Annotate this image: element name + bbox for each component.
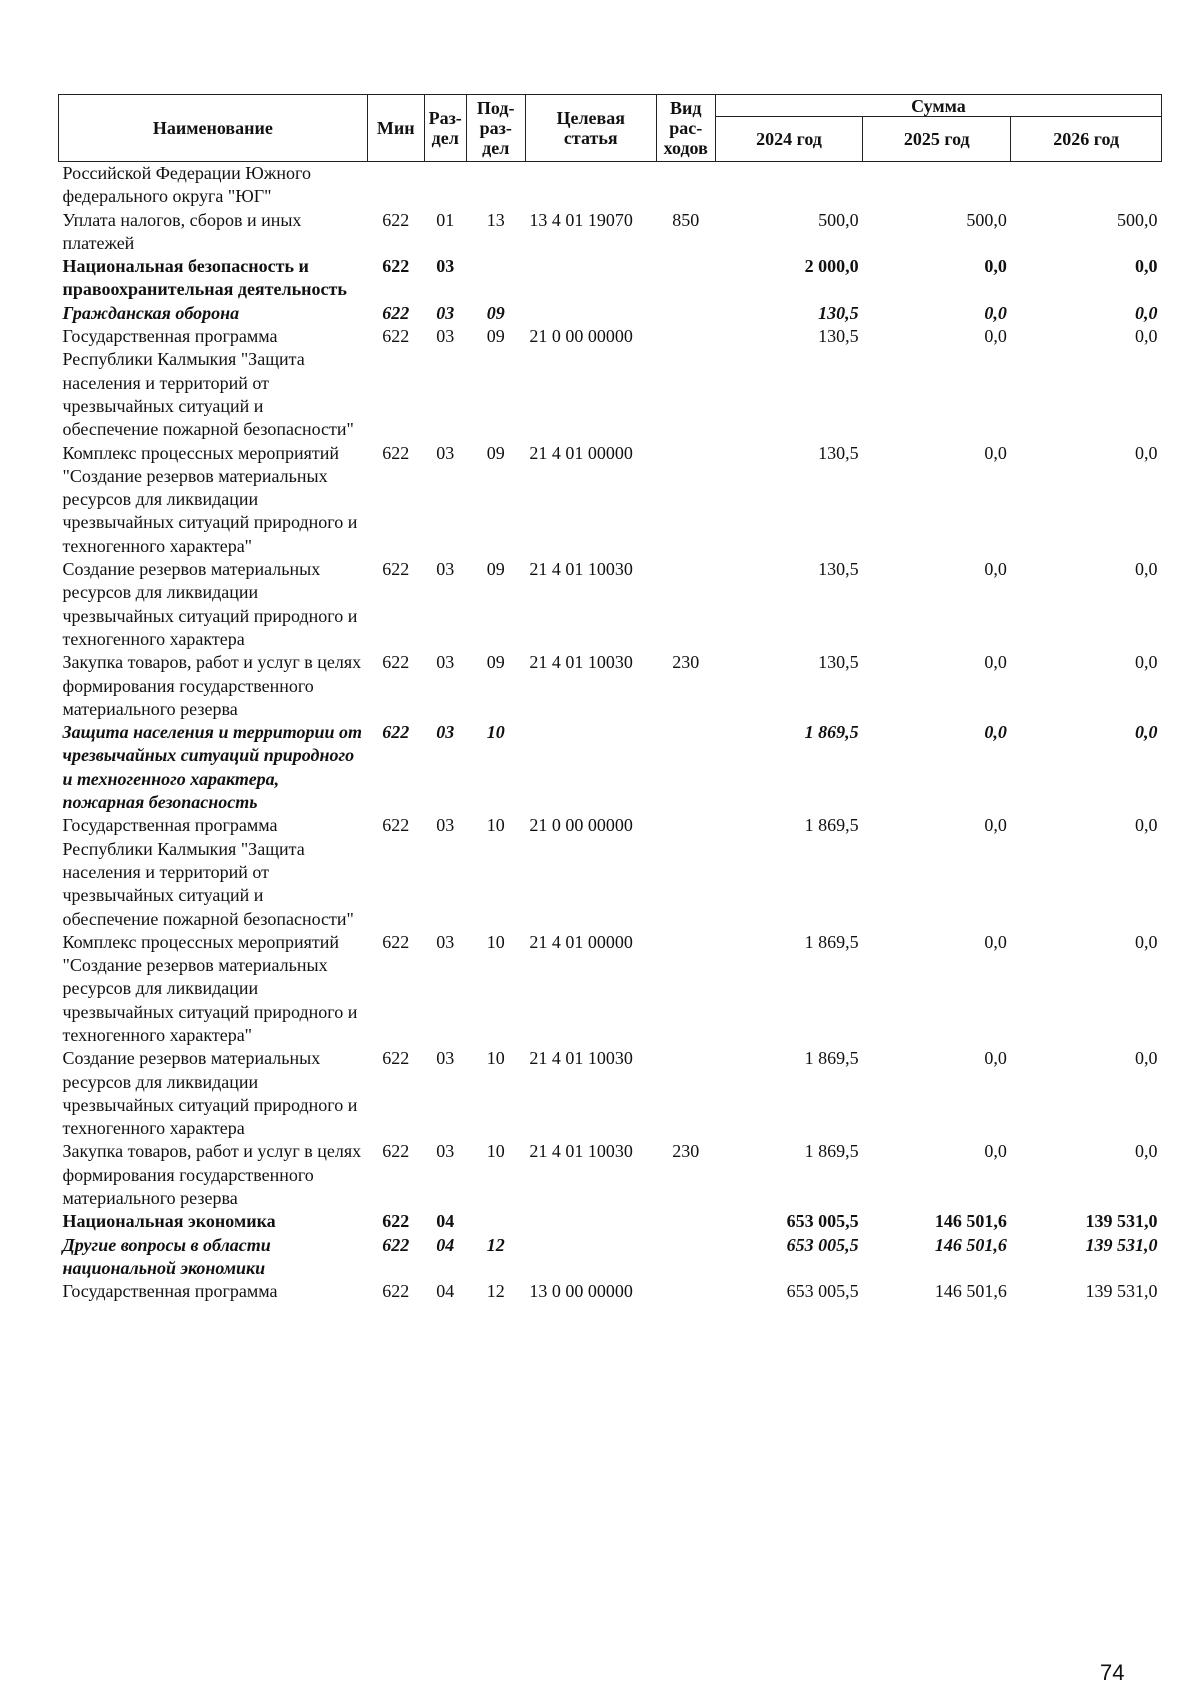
row-min: 622: [382, 209, 410, 230]
row-2026: [1011, 162, 1162, 209]
row-vr: [656, 721, 715, 814]
row-min: 622: [382, 1211, 410, 1232]
row-vr: 850: [672, 209, 700, 230]
table-row: [59, 1047, 1162, 1140]
table-row: [59, 302, 1162, 325]
table-row: [59, 651, 1162, 721]
row-rz: 03: [436, 931, 455, 952]
table-row: [59, 442, 1162, 558]
row-2024: 653 005,5: [786, 1234, 859, 1255]
row-min: 622: [382, 326, 410, 347]
row-name: Уплата налогов, сборов и иных платежей: [62, 209, 302, 253]
header-razdel: Раз-дел: [424, 95, 466, 162]
row-cs: [525, 302, 656, 325]
table-row: [59, 931, 1162, 1047]
row-2024: 130,5: [818, 302, 859, 323]
row-2025: 0,0: [984, 302, 1007, 323]
row-rz: 03: [436, 722, 455, 743]
row-min: 622: [382, 652, 410, 673]
row-2024: 130,5: [818, 652, 859, 673]
row-min: 622: [382, 1281, 410, 1302]
row-rz: 03: [436, 302, 455, 323]
row-name: Гражданская оборона: [62, 302, 240, 323]
row-2026: 0,0: [1135, 1141, 1158, 1162]
row-2024: 653 005,5: [786, 1211, 859, 1232]
row-name: Другие вопросы в области национальной экономики: [62, 1234, 271, 1278]
row-rz: 03: [436, 442, 455, 463]
row-rz: [424, 162, 466, 209]
row-name: Защита населения и территории от чрезвычайных ситуаций природного и техногенного характера, пожарная безопасность: [62, 722, 363, 813]
header-2024: 2024 год: [715, 117, 862, 162]
row-2025: 146 501,6: [934, 1234, 1007, 1255]
row-rz: 04: [436, 1281, 455, 1302]
row-2026: 0,0: [1135, 815, 1158, 836]
row-min: 622: [382, 559, 410, 580]
row-vr: [656, 814, 715, 930]
row-cs: 13 0 00 00000: [529, 1281, 633, 1302]
row-vr: [656, 302, 715, 325]
header-2026: 2026 год: [1011, 117, 1162, 162]
row-name: Государственная программа: [62, 1281, 278, 1302]
row-vr: [656, 255, 715, 302]
row-pr: 10: [486, 931, 505, 952]
row-name: Национальная экономика: [62, 1211, 276, 1232]
row-cs: [525, 721, 656, 814]
row-2024: 2 000,0: [804, 256, 859, 277]
row-rz: 03: [436, 326, 455, 347]
row-rz: 03: [436, 1048, 455, 1069]
row-2025: 0,0: [984, 1048, 1007, 1069]
row-pr: 09: [486, 442, 505, 463]
row-cs: 21 0 00 00000: [529, 326, 633, 347]
row-pr: 12: [486, 1234, 505, 1255]
row-vr: 230: [672, 652, 700, 673]
row-2025: 0,0: [984, 722, 1007, 743]
row-2024: 1 869,5: [804, 931, 859, 952]
header-min: Мин: [367, 95, 424, 162]
table-row: [59, 814, 1162, 930]
row-cs: 21 4 01 10030: [529, 1048, 633, 1069]
row-cs: [525, 1210, 656, 1233]
row-vr: [656, 1210, 715, 1233]
row-2026: 139 531,0: [1085, 1211, 1158, 1232]
row-2026: 139 531,0: [1085, 1281, 1158, 1302]
row-pr: 09: [486, 559, 505, 580]
row-2024: 653 005,5: [786, 1281, 859, 1302]
header-2025: 2025 год: [863, 117, 1011, 162]
row-pr: [466, 255, 525, 302]
row-name: Комплекс процессных мероприятий "Создание резервов материальных ресурсов для ликвидации чрезвычайных ситуаций природного и техногенного характера": [62, 442, 358, 556]
row-pr: 12: [486, 1281, 505, 1302]
row-cs: [525, 162, 656, 209]
row-2026: 500,0: [1117, 209, 1158, 230]
row-2025: 146 501,6: [934, 1211, 1007, 1232]
row-vr: [656, 442, 715, 558]
row-min: 622: [382, 256, 410, 277]
row-pr: 09: [486, 326, 505, 347]
row-pr: 10: [486, 722, 505, 743]
row-2025: 0,0: [984, 652, 1007, 673]
row-vr: [656, 931, 715, 1047]
row-rz: 04: [436, 1234, 455, 1255]
row-pr: 10: [486, 1048, 505, 1069]
row-cs: [525, 1234, 656, 1281]
table-row: [59, 558, 1162, 651]
row-name: Создание резервов материальных ресурсов для ликвидации чрезвычайных ситуаций природного и техногенного характера: [62, 559, 358, 649]
row-2026: 0,0: [1135, 442, 1158, 463]
row-cs: 21 4 01 00000: [529, 931, 633, 952]
row-2026: 0,0: [1135, 722, 1158, 743]
row-min: 622: [382, 815, 410, 836]
row-pr: 10: [486, 1141, 505, 1162]
row-vr: [656, 325, 715, 441]
row-2024: [715, 162, 862, 209]
row-2026: 0,0: [1135, 256, 1158, 277]
row-vr: [656, 1280, 715, 1303]
row-pr: [466, 162, 525, 209]
row-pr: 10: [486, 815, 505, 836]
row-2024: 130,5: [818, 442, 859, 463]
table-row: [59, 255, 1162, 302]
table-row: [59, 1280, 1162, 1303]
page-number: 74: [1100, 1660, 1125, 1685]
table-body: [59, 162, 1162, 1304]
row-min: 622: [382, 442, 410, 463]
row-pr: 09: [486, 302, 505, 323]
row-cs: 21 4 01 10030: [529, 652, 633, 673]
row-name: Национальная безопасность и правоохранительная деятельность: [62, 256, 347, 300]
row-rz: 03: [436, 815, 455, 836]
row-min: 622: [382, 931, 410, 952]
header-podrazdel: Под-раз-дел: [466, 95, 525, 162]
row-vr: [656, 558, 715, 651]
table-row: [59, 1140, 1162, 1210]
row-2026: 0,0: [1135, 326, 1158, 347]
row-min: 622: [382, 1048, 410, 1069]
row-2026: 0,0: [1135, 1048, 1158, 1069]
row-min: 622: [382, 722, 410, 743]
row-2025: 0,0: [984, 1141, 1007, 1162]
row-2026: 0,0: [1135, 559, 1158, 580]
table-row: [59, 325, 1162, 441]
header-vid: Вид рас-ходов: [656, 95, 715, 162]
row-vr: [656, 1234, 715, 1281]
row-rz: 03: [436, 559, 455, 580]
row-pr: 09: [486, 652, 505, 673]
row-2026: 0,0: [1135, 931, 1158, 952]
header-target: Целевая статья: [525, 95, 656, 162]
row-name: Закупка товаров, работ и услуг в целях формирования государственного материального резерва: [62, 652, 362, 719]
row-rz: 04: [436, 1211, 455, 1232]
row-name: Российской Федерации Южного федерального округа "ЮГ": [62, 163, 311, 207]
row-2024: 130,5: [818, 559, 859, 580]
row-2024: 500,0: [818, 209, 859, 230]
row-rz: 03: [436, 1141, 455, 1162]
row-vr: [656, 162, 715, 209]
row-vr: 230: [672, 1141, 700, 1162]
budget-table: [58, 94, 1162, 1304]
row-min: 622: [382, 1141, 410, 1162]
row-cs: 13 4 01 19070: [529, 209, 633, 230]
row-2026: 0,0: [1135, 652, 1158, 673]
row-name: Закупка товаров, работ и услуг в целях формирования государственного материального резерва: [62, 1141, 362, 1209]
row-2025: 0,0: [984, 559, 1007, 580]
row-2025: 0,0: [984, 256, 1007, 277]
row-cs: 21 0 00 00000: [529, 815, 633, 836]
row-2024: 1 869,5: [804, 1141, 859, 1162]
row-pr: [466, 1210, 525, 1233]
row-min: 622: [382, 302, 410, 323]
row-rz: 03: [436, 652, 455, 673]
row-min: [367, 162, 424, 209]
row-vr: [656, 1047, 715, 1140]
row-2025: 0,0: [984, 326, 1007, 347]
row-2024: 1 869,5: [804, 1048, 859, 1069]
row-rz: 03: [436, 256, 455, 277]
row-name: Государственная программа Республики Калмыкия "Защита населения и территорий от чрезвычайных ситуаций и обеспечение пожарной безопасности": [62, 326, 354, 440]
header-sum: Сумма: [715, 95, 1161, 117]
row-min: 622: [382, 1234, 410, 1255]
row-2025: [863, 162, 1011, 209]
row-2025: 0,0: [984, 931, 1007, 952]
row-name: Комплекс процессных мероприятий "Создание резервов материальных ресурсов для ликвидации чрезвычайных ситуаций природного и техногенного характера": [62, 931, 358, 1045]
row-2025: 0,0: [984, 442, 1007, 463]
row-2024: 130,5: [818, 326, 859, 347]
table-header: [59, 95, 1162, 162]
table-row: [59, 1234, 1162, 1281]
row-rz: 01: [436, 209, 455, 230]
row-cs: 21 4 01 10030: [529, 1141, 633, 1162]
table-row: [59, 1210, 1162, 1233]
row-2025: 146 501,6: [934, 1281, 1007, 1302]
row-2025: 500,0: [966, 209, 1007, 230]
row-2026: 0,0: [1135, 302, 1158, 323]
row-name: Государственная программа Республики Калмыкия "Защита населения и территорий от чрезвычайных ситуаций и обеспечение пожарной безопасности": [62, 815, 354, 929]
header-name: Наименование: [59, 95, 368, 162]
table-row: [59, 209, 1162, 256]
row-cs: 21 4 01 10030: [529, 559, 633, 580]
row-2024: 1 869,5: [804, 815, 859, 836]
row-2024: 1 869,5: [804, 722, 859, 743]
row-name: Создание резервов материальных ресурсов для ликвидации чрезвычайных ситуаций природного и техногенного характера: [62, 1048, 358, 1139]
row-cs: 21 4 01 00000: [529, 442, 633, 463]
table-row: [59, 162, 1162, 209]
row-cs: [525, 255, 656, 302]
table-row: [59, 721, 1162, 814]
row-2026: 139 531,0: [1085, 1234, 1158, 1255]
row-pr: 13: [486, 209, 505, 230]
row-2025: 0,0: [984, 815, 1007, 836]
